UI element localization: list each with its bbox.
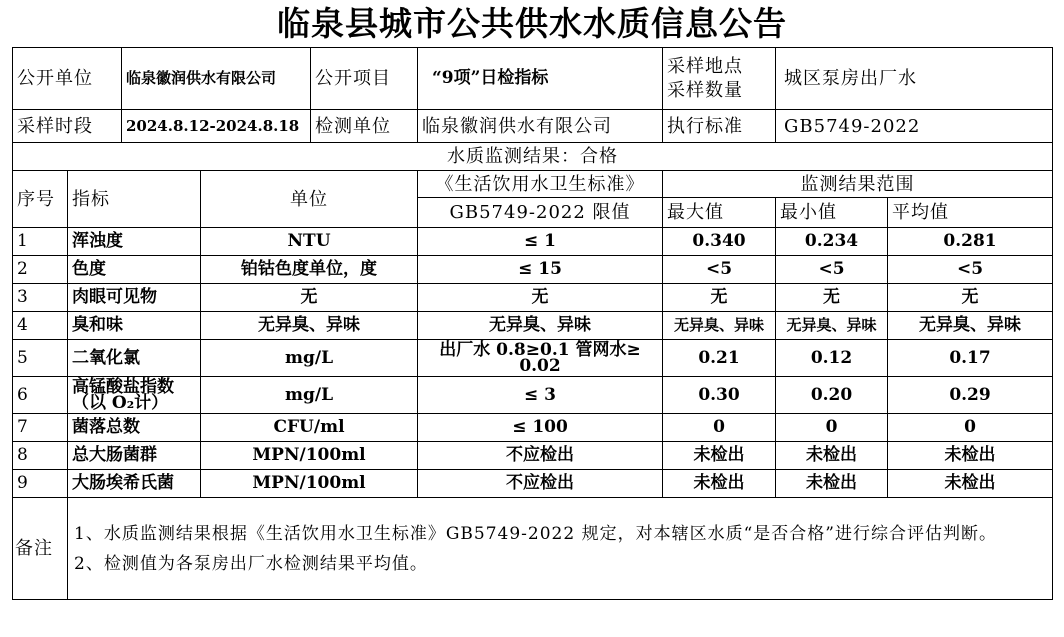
water-quality-table (12, 47, 1053, 600)
row-min: 无 (776, 284, 888, 312)
row-min: 未检出 (776, 442, 888, 470)
site-value: 城区泵房出厂水 (776, 48, 1053, 110)
notes-label: 备注 (13, 498, 68, 600)
row-no: 9 (13, 470, 68, 498)
row-unit: CFU/ml (201, 414, 418, 442)
row-no: 3 (13, 284, 68, 312)
row-max: 未检出 (663, 442, 776, 470)
item-label: 公开项目 (311, 48, 418, 110)
row-max: 0.340 (663, 228, 776, 256)
row-indicator: 浑浊度 (68, 228, 201, 256)
col-no: 序号 (13, 171, 68, 228)
row-avg: 0 (888, 414, 1053, 442)
col-min: 最小值 (776, 198, 888, 228)
row-max: 0 (663, 414, 776, 442)
site-label-1: 采样地点 (667, 55, 744, 77)
row-indicator: 二氧化氯 (68, 340, 201, 377)
row-min: 无异臭、异味 (776, 312, 888, 340)
col-range: 监测结果范围 (663, 171, 1053, 198)
row-min: <5 (776, 256, 888, 284)
row-avg: 0.281 (888, 228, 1053, 256)
column-header-row-1 (13, 171, 1053, 198)
row-unit: mg/L (201, 377, 418, 414)
row-avg: 无 (888, 284, 1053, 312)
row-indicator: 大肠埃希氏菌 (68, 470, 201, 498)
row-max: 无 (663, 284, 776, 312)
row-indicator: 菌落总数 (68, 414, 201, 442)
row-avg: 未检出 (888, 442, 1053, 470)
row-avg: 0.17 (888, 340, 1053, 377)
row-limit: ≤ 15 (418, 256, 663, 284)
row-min: 0.234 (776, 228, 888, 256)
table-row (13, 284, 1053, 312)
row-limit: ≤ 3 (418, 377, 663, 414)
std-label: 执行标准 (663, 110, 776, 143)
row-unit: MPN/100ml (201, 442, 418, 470)
col-avg: 平均值 (888, 198, 1053, 228)
row-limit: 无异臭、异味 (418, 312, 663, 340)
col-limit-2: GB5749-2022 限值 (418, 198, 663, 228)
row-limit: ≤ 1 (418, 228, 663, 256)
row-no: 6 (13, 377, 68, 414)
site-labels (663, 48, 776, 110)
note-line-2: 2、检测值为各泵房出厂水检测结果平均值。 (74, 553, 428, 574)
result-row (13, 143, 1053, 171)
table-row (13, 442, 1053, 470)
row-max: 0.21 (663, 340, 776, 377)
site-label-2: 采样数量 (667, 79, 744, 101)
row-min: 0.20 (776, 377, 888, 414)
item-value: “9项”日检指标 (418, 48, 663, 110)
row-unit: 无异臭、异味 (201, 312, 418, 340)
notes-body (68, 498, 1053, 600)
result-line: 水质监测结果：合格 (13, 143, 1053, 171)
table-row (13, 340, 1053, 377)
table-row (13, 414, 1053, 442)
lab-value: 临泉徽润供水有限公司 (418, 110, 663, 143)
row-avg: 无异臭、异味 (888, 312, 1053, 340)
col-unit: 单位 (201, 171, 418, 228)
row-no: 8 (13, 442, 68, 470)
org-value: 临泉徽润供水有限公司 (122, 48, 311, 110)
row-min: 未检出 (776, 470, 888, 498)
period-label: 采样时段 (13, 110, 122, 143)
row-unit: MPN/100ml (201, 470, 418, 498)
table-row (13, 470, 1053, 498)
row-limit: 不应检出 (418, 470, 663, 498)
row-unit: 铂钴色度单位，度 (201, 256, 418, 284)
row-avg: 未检出 (888, 470, 1053, 498)
row-limit: 无 (418, 284, 663, 312)
lab-label: 检测单位 (311, 110, 418, 143)
row-indicator: 色度 (68, 256, 201, 284)
row-max: 无异臭、异味 (663, 312, 776, 340)
page-title: 临泉县城市公共供水水质信息公告 (277, 4, 787, 43)
row-no: 2 (13, 256, 68, 284)
table-row (13, 377, 1053, 414)
row-min: 0.12 (776, 340, 888, 377)
row-no: 7 (13, 414, 68, 442)
org-label: 公开单位 (13, 48, 122, 110)
col-indicator: 指标 (68, 171, 201, 228)
row-limit: 不应检出 (418, 442, 663, 470)
row-limit: ≤ 100 (418, 414, 663, 442)
note-line-1: 1、水质监测结果根据《生活饮用水卫生标准》GB5749-2022 规定，对本辖区水质“是否合格”进行综合评估判断。 (74, 523, 997, 544)
row-min: 0 (776, 414, 888, 442)
col-max: 最大值 (663, 198, 776, 228)
row-indicator: 总大肠菌群 (68, 442, 201, 470)
row-max: <5 (663, 256, 776, 284)
row-indicator: 臭和味 (68, 312, 201, 340)
table-row (13, 228, 1053, 256)
std-value: GB5749-2022 (776, 110, 1053, 143)
row-unit: 无 (201, 284, 418, 312)
table-row (13, 312, 1053, 340)
row-no: 4 (13, 312, 68, 340)
period-value: 2024.8.12-2024.8.18 (122, 110, 311, 143)
row-unit: NTU (201, 228, 418, 256)
row-unit: mg/L (201, 340, 418, 377)
row-no: 1 (13, 228, 68, 256)
row-avg: <5 (888, 256, 1053, 284)
row-indicator: 高锰酸盐指数（以 O₂计） (68, 377, 201, 414)
table-row (13, 256, 1053, 284)
row-limit: 出厂水 0.8≥0.1 管网水≥ 0.02 (418, 340, 663, 377)
row-no: 5 (13, 340, 68, 377)
header-row-2 (13, 110, 1053, 143)
notes-row (13, 498, 1053, 600)
row-avg: 0.29 (888, 377, 1053, 414)
row-max: 0.30 (663, 377, 776, 414)
col-limit-1: 《生活饮用水卫生标准》 (418, 171, 663, 198)
row-indicator: 肉眼可见物 (68, 284, 201, 312)
row-max: 未检出 (663, 470, 776, 498)
header-row-1 (13, 48, 1053, 110)
